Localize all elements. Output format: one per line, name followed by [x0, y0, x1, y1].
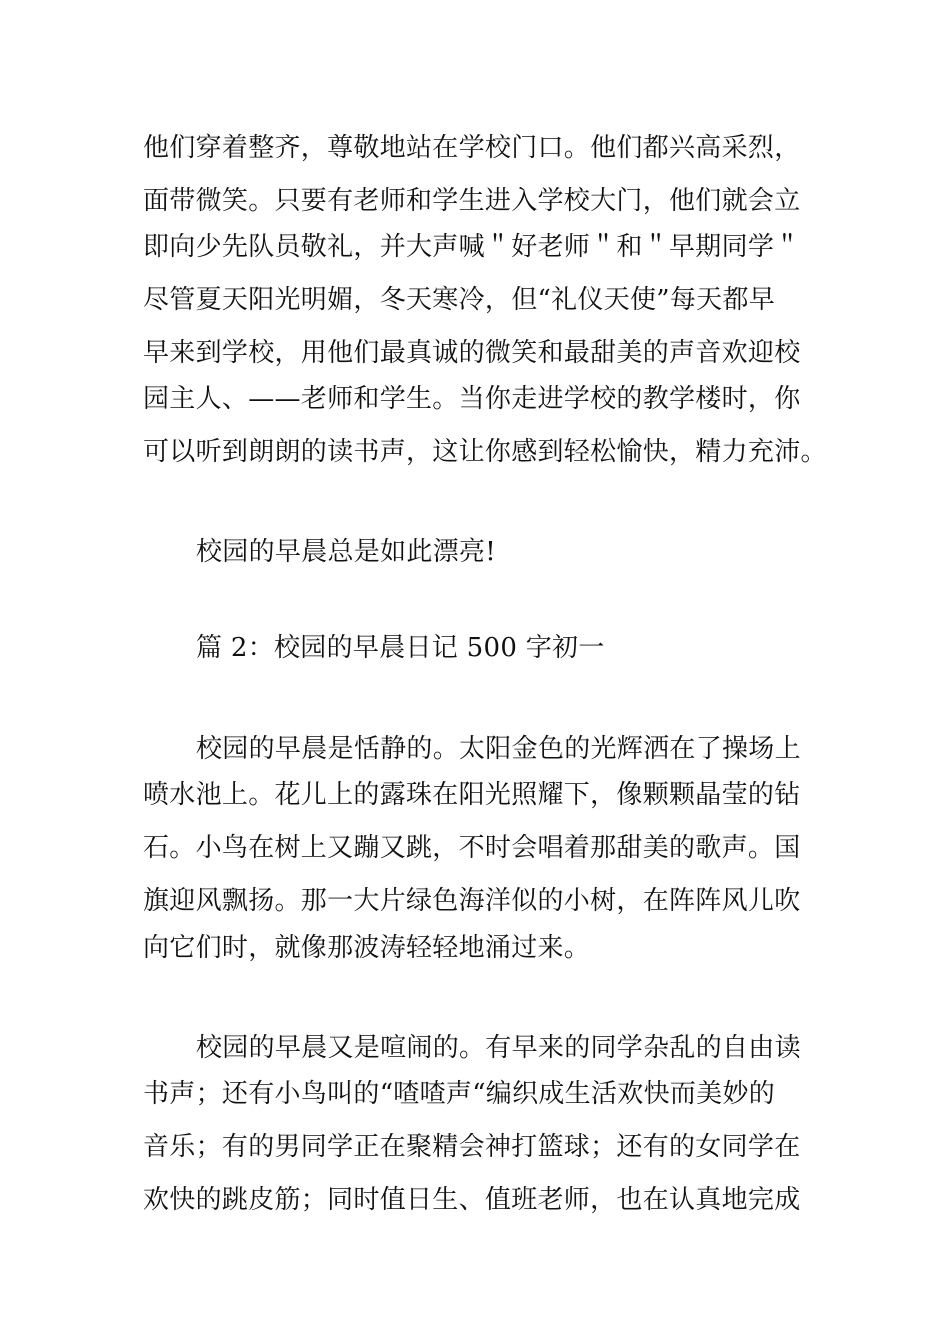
- paragraph-1-line-1: 他们穿着整齐，尊敬地站在学校门口。他们都兴高采烈，: [143, 133, 801, 163]
- section-heading: 篇 2：校园的早晨日记 500 字初一: [196, 633, 605, 663]
- paragraph-3-line-2: 喷水池上。花儿上的露珠在阳光照耀下，像颗颗晶莹的钻: [143, 780, 801, 810]
- paragraph-1-line-5: 早来到学校，用他们最真诚的微笑和最甜美的声音欢迎校: [143, 338, 801, 368]
- paragraph-1-line-7: 可以听到朗朗的读书声，这让你感到轻松愉快，精力充沛。: [143, 437, 827, 467]
- paragraph-1-line-2: 面带微笑。只要有老师和学生进入学校大门，他们就会立: [143, 186, 801, 216]
- paragraph-4-line-1: 校园的早晨又是喧闹的。有早来的同学杂乱的自由读: [196, 1033, 801, 1063]
- paragraph-3-line-5: 向它们时，就像那波涛轻轻地涌过来。: [143, 933, 591, 963]
- paragraph-1-line-4: 尽管夏天阳光明媚，冬天寒冷，但“礼仪天使”每天都早: [143, 285, 776, 315]
- paragraph-1-line-3: 即向少先队员敬礼，并大声喊＂好老师＂和＂早期同学＂: [143, 232, 801, 262]
- paragraph-3-line-1: 校园的早晨是恬静的。太阳金色的光辉洒在了操场上: [196, 734, 801, 764]
- paragraph-3-line-4: 旗迎风飘扬。那一大片绿色海洋似的小树，在阵阵风儿吹: [143, 886, 801, 916]
- paragraph-2: 校园的早晨总是如此漂亮!: [196, 537, 497, 567]
- paragraph-3-line-3: 石。小鸟在树上又蹦又跳，不时会唱着那甜美的歌声。国: [143, 833, 801, 863]
- paragraph-4-line-2: 书声；还有小鸟叫的“喳喳声“编织成生活欢快而美妙的: [143, 1079, 776, 1109]
- paragraph-4-line-3: 音乐；有的男同学正在聚精会神打篮球；还有的女同学在: [143, 1132, 801, 1162]
- paragraph-1-line-6: 园主人、——老师和学生。当你走进学校的教学楼时，你: [143, 384, 801, 414]
- paragraph-4-line-4: 欢快的跳皮筋；同时值日生、值班老师，也在认真地完成: [143, 1185, 801, 1215]
